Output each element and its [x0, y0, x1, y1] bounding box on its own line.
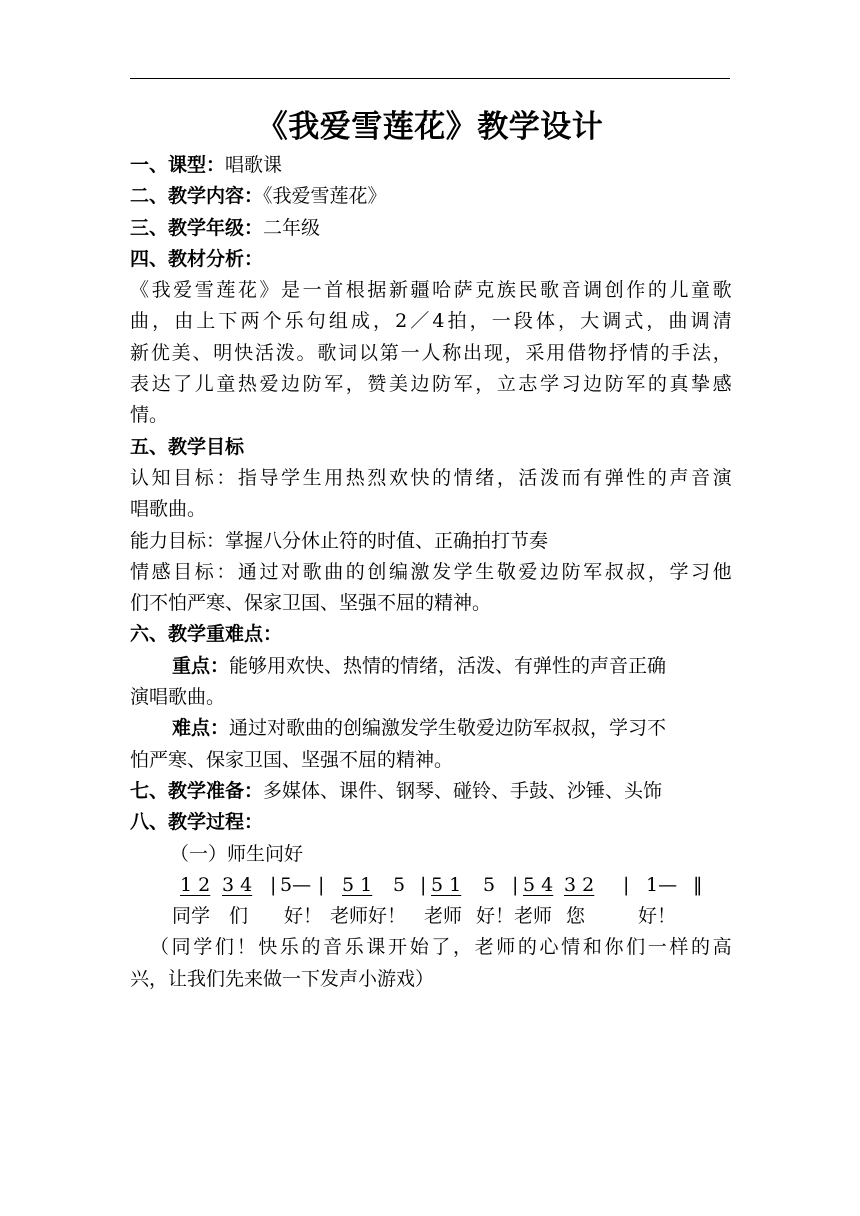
header-rule: [130, 78, 730, 79]
section-analysis-heading: 四、教材分析：: [130, 247, 264, 270]
note-group: 1 2: [180, 873, 211, 896]
section-grade: [130, 213, 732, 244]
section-value: 唱歌课: [225, 154, 283, 176]
section-goals-heading: 五、教学目标: [130, 435, 245, 458]
jianpu-notation-line: [130, 870, 732, 901]
key-point-label: 重点：: [172, 654, 230, 677]
section-label: 一、课型：: [130, 154, 226, 176]
section-label: 七、教学准备：: [130, 779, 264, 802]
key-point-line: 演唱歌曲。: [130, 686, 226, 709]
lyric-word: 老师: [514, 905, 553, 928]
section-key-points-heading: 六、教学重难点：: [130, 623, 283, 646]
note-group: 5: [393, 873, 406, 896]
analysis-line: 新 优 美 、 明 快 活 泼 。 歌 词 以 第 一 人 称 出 现 ， 采 用 借 物 抒 情 的 手 法 ，: [130, 341, 732, 364]
key-point-text: 能够用欢快、热情的情绪，活泼、有弹性的声音正确: [229, 654, 667, 677]
difficult-point-line: [130, 713, 732, 744]
lyric-word: 您: [566, 905, 586, 928]
process-paragraph-line: （ 同 学 们 ！ 快 乐 的 音 乐 课 开 始 了 ， 老 师 的 心 情 和 你 们 一 样 的 高: [150, 936, 732, 959]
goal-line: 们不怕严寒、保家卫国、坚强不屈的精神。: [130, 592, 492, 615]
goal-line: 能力目标：掌握八分休止符的时值、正确拍打节奏: [130, 529, 549, 552]
section-value: 《我爱雪莲花》: [263, 185, 387, 208]
analysis-line: 情。: [130, 404, 169, 427]
process-paragraph-line: 兴，让我们先来做一下发声小游戏）: [130, 967, 435, 990]
lyrics-line: [130, 901, 732, 932]
lyric-word: 好！: [638, 905, 677, 928]
lyric-word: 们: [229, 905, 249, 928]
analysis-line: 《 我 爱 雪 莲 花 》 是 一 首 根 据 新 疆 哈 萨 克 族 民 歌 音 调 创 作 的 儿 童 歌: [130, 279, 732, 302]
note-group: 3 2: [564, 873, 595, 896]
note-group: 5 4: [523, 873, 554, 896]
lyric-word: 好！: [284, 905, 323, 928]
lyric-word: 老师好！: [330, 905, 407, 928]
section-process-heading: 八、教学过程：: [130, 811, 264, 834]
difficult-point-label: 难点：: [172, 717, 230, 740]
goal-line: 唱歌曲。: [130, 498, 207, 521]
section-label: 三、教学年级：: [130, 216, 264, 239]
bar-line: |: [270, 873, 277, 896]
section-value: 多媒体、课件、钢琴、碰铃、手鼓、沙锤、头饰: [263, 779, 663, 802]
key-point-line: [130, 651, 732, 682]
analysis-line: 表 达 了 儿 童 热 爱 边 防 军 ， 赞 美 边 防 军 ， 立 志 学 习 边 防 军 的 真 挚 感: [130, 373, 732, 396]
section-preparation: [130, 776, 732, 807]
section-value: 二年级: [263, 216, 321, 239]
lyric-word: 好！: [476, 905, 515, 928]
note-group: 5 1: [342, 873, 373, 896]
lyric-word: 同学: [172, 905, 211, 928]
difficult-point-text: 通过对歌曲的创编激发学生敬爱边防军叔叔，学习不: [229, 717, 667, 740]
note-group: 5: [483, 873, 496, 896]
section-lesson-type: [130, 150, 732, 181]
bar-line: |: [623, 873, 630, 896]
bar-line: |: [512, 873, 519, 896]
note-group: 3 4: [222, 873, 253, 896]
note-group: 5—: [280, 873, 312, 896]
section-content: [130, 181, 732, 212]
lyric-word: 老师: [424, 905, 463, 928]
analysis-line: 曲 ， 由 上 下 两 个 乐 句 组 成 ， 2 ／ 4 拍 ， 一 段 体 ， 大 调 式 ， 曲 调 清: [130, 310, 732, 333]
note-group: 5 1: [431, 873, 462, 896]
process-step-greeting: （一）师生问好: [170, 842, 304, 865]
note-group: 1—: [646, 873, 678, 896]
document-body: [130, 150, 732, 995]
document-title: 《我爱雪莲花》教学设计: [256, 109, 604, 145]
bar-line: |: [420, 873, 427, 896]
final-bar-line: ‖: [693, 873, 703, 896]
difficult-point-line: 怕严寒、保家卫国、坚强不屈的精神。: [130, 748, 454, 771]
goal-line: 认 知 目 标 ： 指 导 学 生 用 热 烈 欢 快 的 情 绪 ， 活 泼 而 有 弹 性 的 声 音 演: [130, 466, 732, 489]
goal-line: 情 感 目 标 ： 通 过 对 歌 曲 的 创 编 激 发 学 生 敬 爱 边 防 军 叔 叔 ， 学 习 他: [130, 560, 732, 583]
bar-line: |: [318, 873, 325, 896]
section-label: 二、教学内容：: [130, 185, 264, 208]
